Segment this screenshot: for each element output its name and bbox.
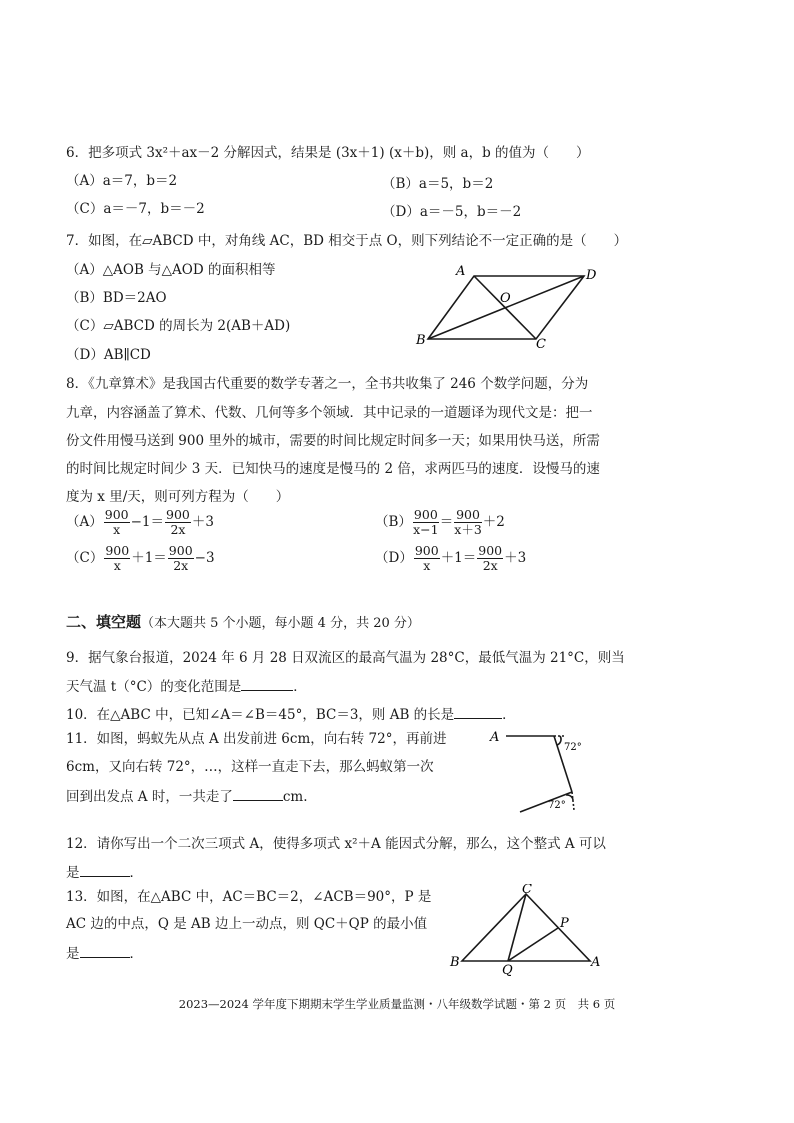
q11-line-1: 11．如图，蚂蚁先从点 A 出发前进 6cm，向右转 72°，再前进 <box>66 731 447 747</box>
angle-arc-1 <box>557 736 561 745</box>
q8-a-frac2 <box>165 508 191 537</box>
q8-option-d <box>375 544 526 573</box>
q8-c-f1-num: 900 <box>105 543 130 558</box>
angle-label-1: 72° <box>564 742 582 753</box>
triangle-abc <box>462 894 590 961</box>
q8-b-frac2 <box>454 508 482 537</box>
q13-line-2: AC 边的中点，Q 是 AB 边上一动点，则 QC＋QP 的最小值 <box>66 916 428 932</box>
q12-line-1: 12．请你写出一个二次三项式 A，使得多项式 x²＋A 能因式分解，那么，这个整式 A 可以 <box>66 836 606 852</box>
label-b-tri: B <box>450 955 460 970</box>
q11-line-3-text: 回到出发点 A 时，一共走了 <box>66 789 233 805</box>
label-b: B <box>416 333 426 348</box>
q8-c-tail: −3 <box>194 550 215 566</box>
q8-line-4: 的时间比规定时间少 3 天．已知快马的速度是慢马的 2 倍，求两匹马的速度．设慢马的速 <box>66 461 600 477</box>
q12-line-2-end: ． <box>129 865 143 881</box>
q8-b-mid: ＝ <box>439 514 454 530</box>
q8-c-frac1 <box>104 544 130 573</box>
q8-c-f2-num: 900 <box>168 543 193 558</box>
q8-b-f2-num: 900 <box>456 507 480 522</box>
q8-a-f2-den: 2x <box>170 522 186 537</box>
q8-d-f2-den: 2x <box>482 558 498 573</box>
q8-b-tail: ＋2 <box>482 514 505 530</box>
q7-stem: 7．如图，在▱ABCD 中，对角线 AC，BD 相交于点 O，则下列结论不一定正确的是（ ） <box>66 233 628 249</box>
label-o: O <box>500 291 511 306</box>
q7-option-d: （D）AB∥CD <box>66 347 151 363</box>
q8-d-tail: ＋3 <box>504 550 527 566</box>
q13-line-3-end: ． <box>129 946 143 962</box>
q8-d-frac1 <box>414 544 440 573</box>
q9-line-2 <box>66 676 307 696</box>
q8-c-label: （C） <box>66 550 104 566</box>
q8-b-f1-num: 900 <box>413 507 438 522</box>
q8-b-f2-den: x＋3 <box>454 522 482 537</box>
label-p-tri: P <box>560 916 569 931</box>
q12-answer-blank[interactable] <box>80 862 130 877</box>
q8-d-mid: ＋1＝ <box>440 550 477 566</box>
q8-d-f1-num: 900 <box>414 543 439 558</box>
q6-option-b: （B）a＝5，b＝2 <box>382 176 494 192</box>
extension-line-2 <box>572 792 574 810</box>
q8-option-a <box>66 508 214 537</box>
q11-line-3 <box>66 786 308 806</box>
q9-line-2-end: ． <box>293 679 307 695</box>
q8-line-1: 8．《九章算术》是我国古代重要的数学专著之一，全书共收集了 246 个数学问题，分为 <box>66 376 589 392</box>
q9-line-1: 9．据气象台报道，2024 年 6 月 28 日双流区的最高气温为 28°C，最低气温为 21°C，则当 <box>66 650 625 666</box>
q12-line-2 <box>66 862 143 882</box>
q8-c-frac2 <box>168 544 194 573</box>
label-a-tri: A <box>591 955 601 970</box>
q8-line-5: 度为 x 里/天，则可列方程为（ ） <box>66 489 290 505</box>
label-a-ant: A <box>490 730 500 745</box>
q8-a-label: （A） <box>66 514 103 530</box>
section-2-header <box>66 613 420 633</box>
q8-c-f2-den: 2x <box>173 558 189 573</box>
q8-d-frac2 <box>477 544 503 573</box>
q8-b-frac1 <box>413 508 439 537</box>
q8-c-f1-den: x <box>113 558 121 573</box>
triangle-figure <box>446 884 606 976</box>
label-q-tri: Q <box>502 963 513 976</box>
q13-line-3 <box>66 943 143 963</box>
q11-line-2: 6cm，又向右转 72°，…，这样一直走下去，那么蚂蚁第一次 <box>66 759 434 775</box>
q8-b-label: （B） <box>375 514 412 530</box>
q8-d-f1-den: x <box>423 558 431 573</box>
q9-line-2-text: 天气温 t（°C）的变化范围是 <box>66 679 242 695</box>
q8-a-frac1 <box>104 508 130 537</box>
q6-stem: 6．把多项式 3x²＋ax－2 分解因式，结果是 (3x＋1) (x＋b)，则 a，b 的值为（ ） <box>66 145 590 161</box>
q10-end: ． <box>502 707 516 723</box>
q8-c-mid: ＋1＝ <box>131 550 167 566</box>
q8-option-b <box>375 508 505 537</box>
label-c-tri: C <box>522 884 532 897</box>
q8-a-mid: −1＝ <box>130 514 165 530</box>
q13-line-3-text: 是 <box>66 946 80 962</box>
q8-line-2: 九章，内容涵盖了算术、代数、几何等多个领域．其中记录的一道题译为现代文是：把一 <box>66 405 593 421</box>
q13-line-1: 13．如图，在△ABC 中，AC＝BC＝2，∠ACB＝90°，P 是 <box>66 889 432 905</box>
q11-answer-blank[interactable] <box>233 786 283 801</box>
q6-option-a: （A）a＝7，b＝2 <box>66 173 178 189</box>
q8-a-f1-den: x <box>113 522 121 537</box>
label-d: D <box>586 268 597 283</box>
q8-d-f2-num: 900 <box>478 543 503 558</box>
section-2-title: 二、填空题 <box>66 613 142 631</box>
q10-answer-blank[interactable] <box>454 704 502 719</box>
q7-option-b: （B）BD＝2AO <box>66 290 167 306</box>
q9-answer-blank[interactable] <box>241 676 293 691</box>
section-2-note: （本大题共 5 个小题，每小题 4 分，共 20 分） <box>141 616 420 631</box>
q12-line-2-text: 是 <box>66 865 80 881</box>
q10-line <box>66 704 516 724</box>
q8-option-c <box>66 544 215 573</box>
q8-a-f2-num: 900 <box>166 507 190 522</box>
q8-b-f1-den: x−1 <box>413 522 439 537</box>
q13-answer-blank[interactable] <box>80 943 130 958</box>
angle-arc-2 <box>566 795 573 800</box>
q11-line-3-end: cm. <box>282 789 308 805</box>
page-footer: 2023—2024 学年度下期期末学生学业质量监测・八年级数学试题・第 2 页 共 6 页 <box>178 997 616 1011</box>
q10-text: 10．在△ABC 中，已知∠A＝∠B＝45°，BC＝3，则 AB 的长是 <box>66 707 455 723</box>
q8-line-3: 份文件用慢马送到 900 里外的城市，需要的时间比规定时间多一天；如果用快马送，所需 <box>66 433 600 449</box>
ant-path-figure <box>486 724 596 816</box>
label-c: C <box>536 337 546 350</box>
q8-a-tail: ＋3 <box>191 514 214 530</box>
q7-option-a: （A）△AOB 与△AOD 的面积相等 <box>66 262 276 278</box>
q7-option-c: （C）▱ABCD 的周长为 2(AB＋AD) <box>66 318 291 334</box>
q8-d-label: （D） <box>375 550 413 566</box>
q6-option-d: （D）a＝－5，b＝－2 <box>382 204 522 220</box>
q6-option-c: （C）a＝－7，b＝－2 <box>66 201 205 217</box>
label-a: A <box>456 264 466 279</box>
q8-a-f1-num: 900 <box>104 507 129 522</box>
angle-label-2: 72° <box>548 800 566 811</box>
parallelogram-figure <box>410 262 600 350</box>
